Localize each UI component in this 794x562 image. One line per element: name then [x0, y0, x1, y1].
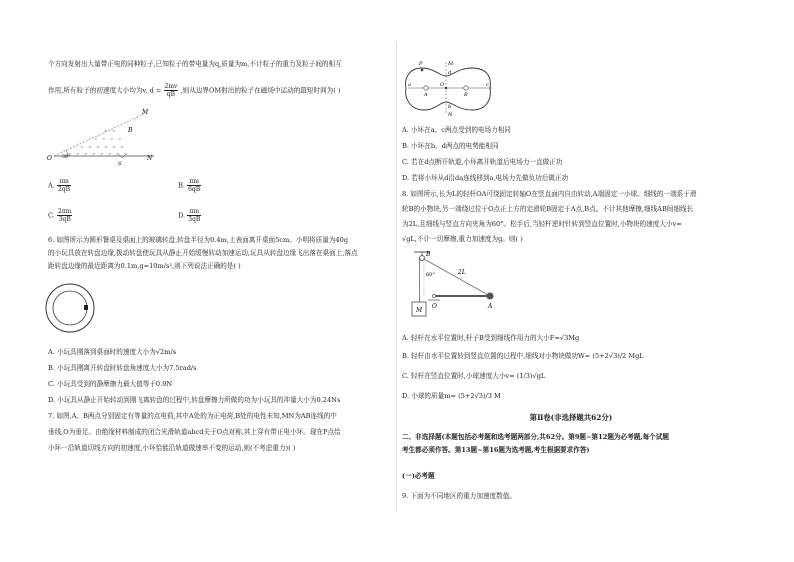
q5-option-a[interactable] [48, 178, 71, 193]
q6-text-line1: 6. 如图所示为圆形餐桌及桌面上的玻璃转盘,转盘半径为0.4m,上表面离开桌面5cm。小明将质量为40g [48, 236, 349, 244]
q5-d-label: d = [149, 86, 162, 95]
fig4-label-O: O [432, 303, 437, 310]
q6-option-a[interactable]: A. 小玩具刚落到桌面时的速度大小为√2m/s [48, 348, 177, 356]
figure-orbit-track [400, 60, 500, 116]
q5-option-b-num: πm [187, 178, 201, 186]
q8-text-line3: 为2L,且细线与竖直方向夹角为60°。松手后,当轻杆逆时针转到竖直位置时,小物块的速度大小v= [402, 220, 682, 228]
q8-text-line2: 轮B的小物块,另一端绕过位于O点正上方的定滑轮B固定于A点,B点。不计其他摩擦,细线AB间细线长 [402, 205, 694, 213]
svg-text:×: × [112, 144, 116, 149]
fig3-label-P: P [419, 61, 423, 67]
q6-text-line3: 距转盘边缘的最近距离为0.1m,g=10m/s²,则下列说法正确的是( ) [48, 262, 241, 270]
q8-option-a[interactable]: A. 轻杆在水平位置时,杆子B受到细线作用力的大小F=√3Mg [402, 334, 580, 342]
svg-text:×: × [104, 144, 108, 149]
q5-option-a-den: 2qB [57, 186, 71, 193]
q6-option-b[interactable]: B. 小玩具刚离开转盘时转盘角速度大小为7.5rad/s [48, 364, 197, 372]
svg-text:×: × [94, 136, 98, 141]
svg-text:×: × [68, 151, 72, 156]
q5-option-c-num: 2πm [58, 208, 72, 215]
q5-option-c-den: 3qB [58, 216, 71, 223]
q5-option-a-label: A. [48, 181, 55, 190]
q7-text-line2: 垂线,O为垂足。由绝缘材料制成的闭合光滑轨道abcd关于O点对称,其上穿有带正电小环。现在P点给 [48, 428, 341, 436]
q8-option-d[interactable]: D. 小球的质量m= (5+2√3)/3 M [402, 392, 501, 400]
q5-text-line1: 个方向发射出大量带正电的同种粒子,已知粒子的带电量为q,质量为m,不计粒子的重力及粒子间的相互 [48, 60, 342, 68]
figure-magnetic-field [44, 108, 164, 168]
svg-text:×: × [124, 151, 128, 156]
q5-option-c-label: C. [48, 211, 55, 220]
q8-option-b[interactable]: B. 轻杆由水平位置转到竖直位置的过程中,细线对小物块做功W= (5+2√3)/2 MgL [402, 352, 644, 360]
q7-text-line1: 7. 如图,A、B两点分别固定有等量的点电荷,其中A处的为正电荷,B处的电性未知,MN为AB连线的中 [48, 412, 337, 420]
fig3-label-N: N [448, 112, 453, 118]
svg-text:×: × [80, 144, 84, 149]
q5-option-a-num: πm [57, 178, 71, 186]
q5-d-num: 2mv [164, 83, 178, 90]
column-divider [396, 42, 397, 512]
part2-instructions-line2: 考生都必须作答。第13题~第16题为选考题,考生根据要求作答) [402, 446, 590, 454]
svg-text:×: × [116, 151, 120, 156]
svg-text:×: × [92, 151, 96, 156]
q8-option-c[interactable]: C. 轻杆在竖直位置时,小球速度大小v= (1/3)√gL [402, 372, 546, 380]
fig4-label-A: A [488, 303, 493, 310]
fig4-label-M: M [416, 307, 423, 314]
fig1-label-B: B [128, 127, 133, 134]
q5-option-d[interactable] [178, 208, 201, 223]
fig1-label-O: O [47, 155, 52, 162]
q8-text-line1: 8. 如图所示,长为L的轻杆OA可绕固定转轴O在竖直面内自由转动,A端固定一小球。细线的一端系于滑 [402, 190, 697, 198]
q9-text: 9. 下面为不同地区的重力加速度数值。 [402, 492, 516, 500]
q5-option-d-num: πm [187, 208, 201, 216]
fig1-label-N: N [147, 155, 153, 162]
fig3-label-c: c [486, 82, 489, 88]
svg-text:×: × [84, 151, 88, 156]
q6-option-d[interactable]: D. 小玩具从静止开始转动到刚飞离转盘的过程中,转盘摩擦力所做的功为小玩具的冲量大小为0.24Ns [48, 396, 341, 404]
q7-option-c[interactable]: C. 若在d点断开轨道,小环离开轨道后电场力一直做正功 [402, 158, 563, 166]
fig3-label-d: d [448, 70, 452, 76]
required-section-heading: (一)必考题 [402, 472, 435, 480]
q5-text-line2a: 作用,所有粒子的初速度大小均为v, [48, 86, 148, 95]
svg-text:×: × [108, 151, 112, 156]
q5-text-line2 [48, 83, 341, 98]
figure-pulley-rod [404, 250, 504, 322]
svg-text:×: × [112, 128, 116, 133]
figure-turntable [44, 282, 96, 334]
fig4-label-B: B [426, 251, 431, 258]
q6-option-c[interactable]: C. 小玩具受到的静摩擦力最大值等于0.9N [48, 380, 173, 388]
q5-d-den: qB [166, 91, 176, 98]
q5-option-d-fraction [187, 208, 201, 223]
fig3-label-a: a [408, 82, 411, 88]
fig3-label-A: A [424, 92, 428, 98]
fig1-label-M: M [142, 109, 149, 116]
q7-option-a[interactable]: A. 小环在a、c两点受到的电场力相同 [402, 126, 511, 134]
q5-option-c[interactable] [48, 208, 72, 223]
fig1-label-angle: 30° [62, 155, 70, 160]
svg-text:×: × [100, 151, 104, 156]
q6-text-line2: 的小玩具放在转盘边缘,拨动转盘使玩具从静止开始缓慢转动加速运动,玩具从转盘边缘飞出落在桌面上,落点 [48, 249, 358, 257]
part2-instructions-line1: 二、非选择题(本题包括必考题和选考题两部分,共62分。第9题~第12题为必考题,每个试题 [402, 433, 669, 441]
svg-text:×: × [76, 151, 80, 156]
q7-text-line3: 小环一沿轨道切线方向的初速度,小环恰能沿轨道做速率不变的运动,则(不考虑重力)( ) [48, 444, 296, 452]
q5-option-b-fraction [187, 178, 201, 193]
part2-title: 第Ⅱ卷(非选择题共62分) [529, 413, 613, 422]
q5-option-b-label: B. [178, 181, 185, 190]
q5-option-a-fraction [57, 178, 71, 193]
q5-option-b-den: 6qB [188, 186, 201, 193]
svg-text:×: × [118, 136, 122, 141]
q8-text-line4: √gL,不计一切摩擦,重力加速度为g。则( ) [402, 235, 523, 243]
fig4-label-2L: 2L [458, 269, 466, 276]
svg-text:×: × [104, 128, 108, 133]
q5-option-d-den: 3qB [188, 216, 201, 223]
q5-option-b[interactable] [178, 178, 201, 193]
fig3-label-M: M [448, 61, 454, 67]
q7-option-b[interactable]: B. 小环在b、d两点的电势能相同 [402, 142, 499, 150]
q5-option-d-label: D. [178, 211, 186, 220]
svg-text:×: × [88, 144, 92, 149]
q5-d-fraction [164, 83, 179, 98]
q5-text-line2b: ,则从边界OM射出的粒子在磁场中运动的最短时间为( ) [180, 86, 341, 95]
fig4-label-angle: 60° [426, 272, 435, 278]
svg-text:×: × [96, 144, 100, 149]
q5-option-c-fraction [57, 208, 72, 223]
fig3-label-O: O [440, 82, 445, 88]
fig3-label-b: b [448, 104, 452, 110]
fig3-label-B: B [464, 92, 468, 98]
svg-text:×: × [102, 136, 106, 141]
svg-text:×: × [120, 144, 124, 149]
fig1-label-S: S [118, 161, 122, 167]
svg-text:×: × [110, 136, 114, 141]
q7-option-d[interactable]: D. 若将小环从d沿da连线移到a,电场力先做负功后做正功 [402, 174, 569, 182]
